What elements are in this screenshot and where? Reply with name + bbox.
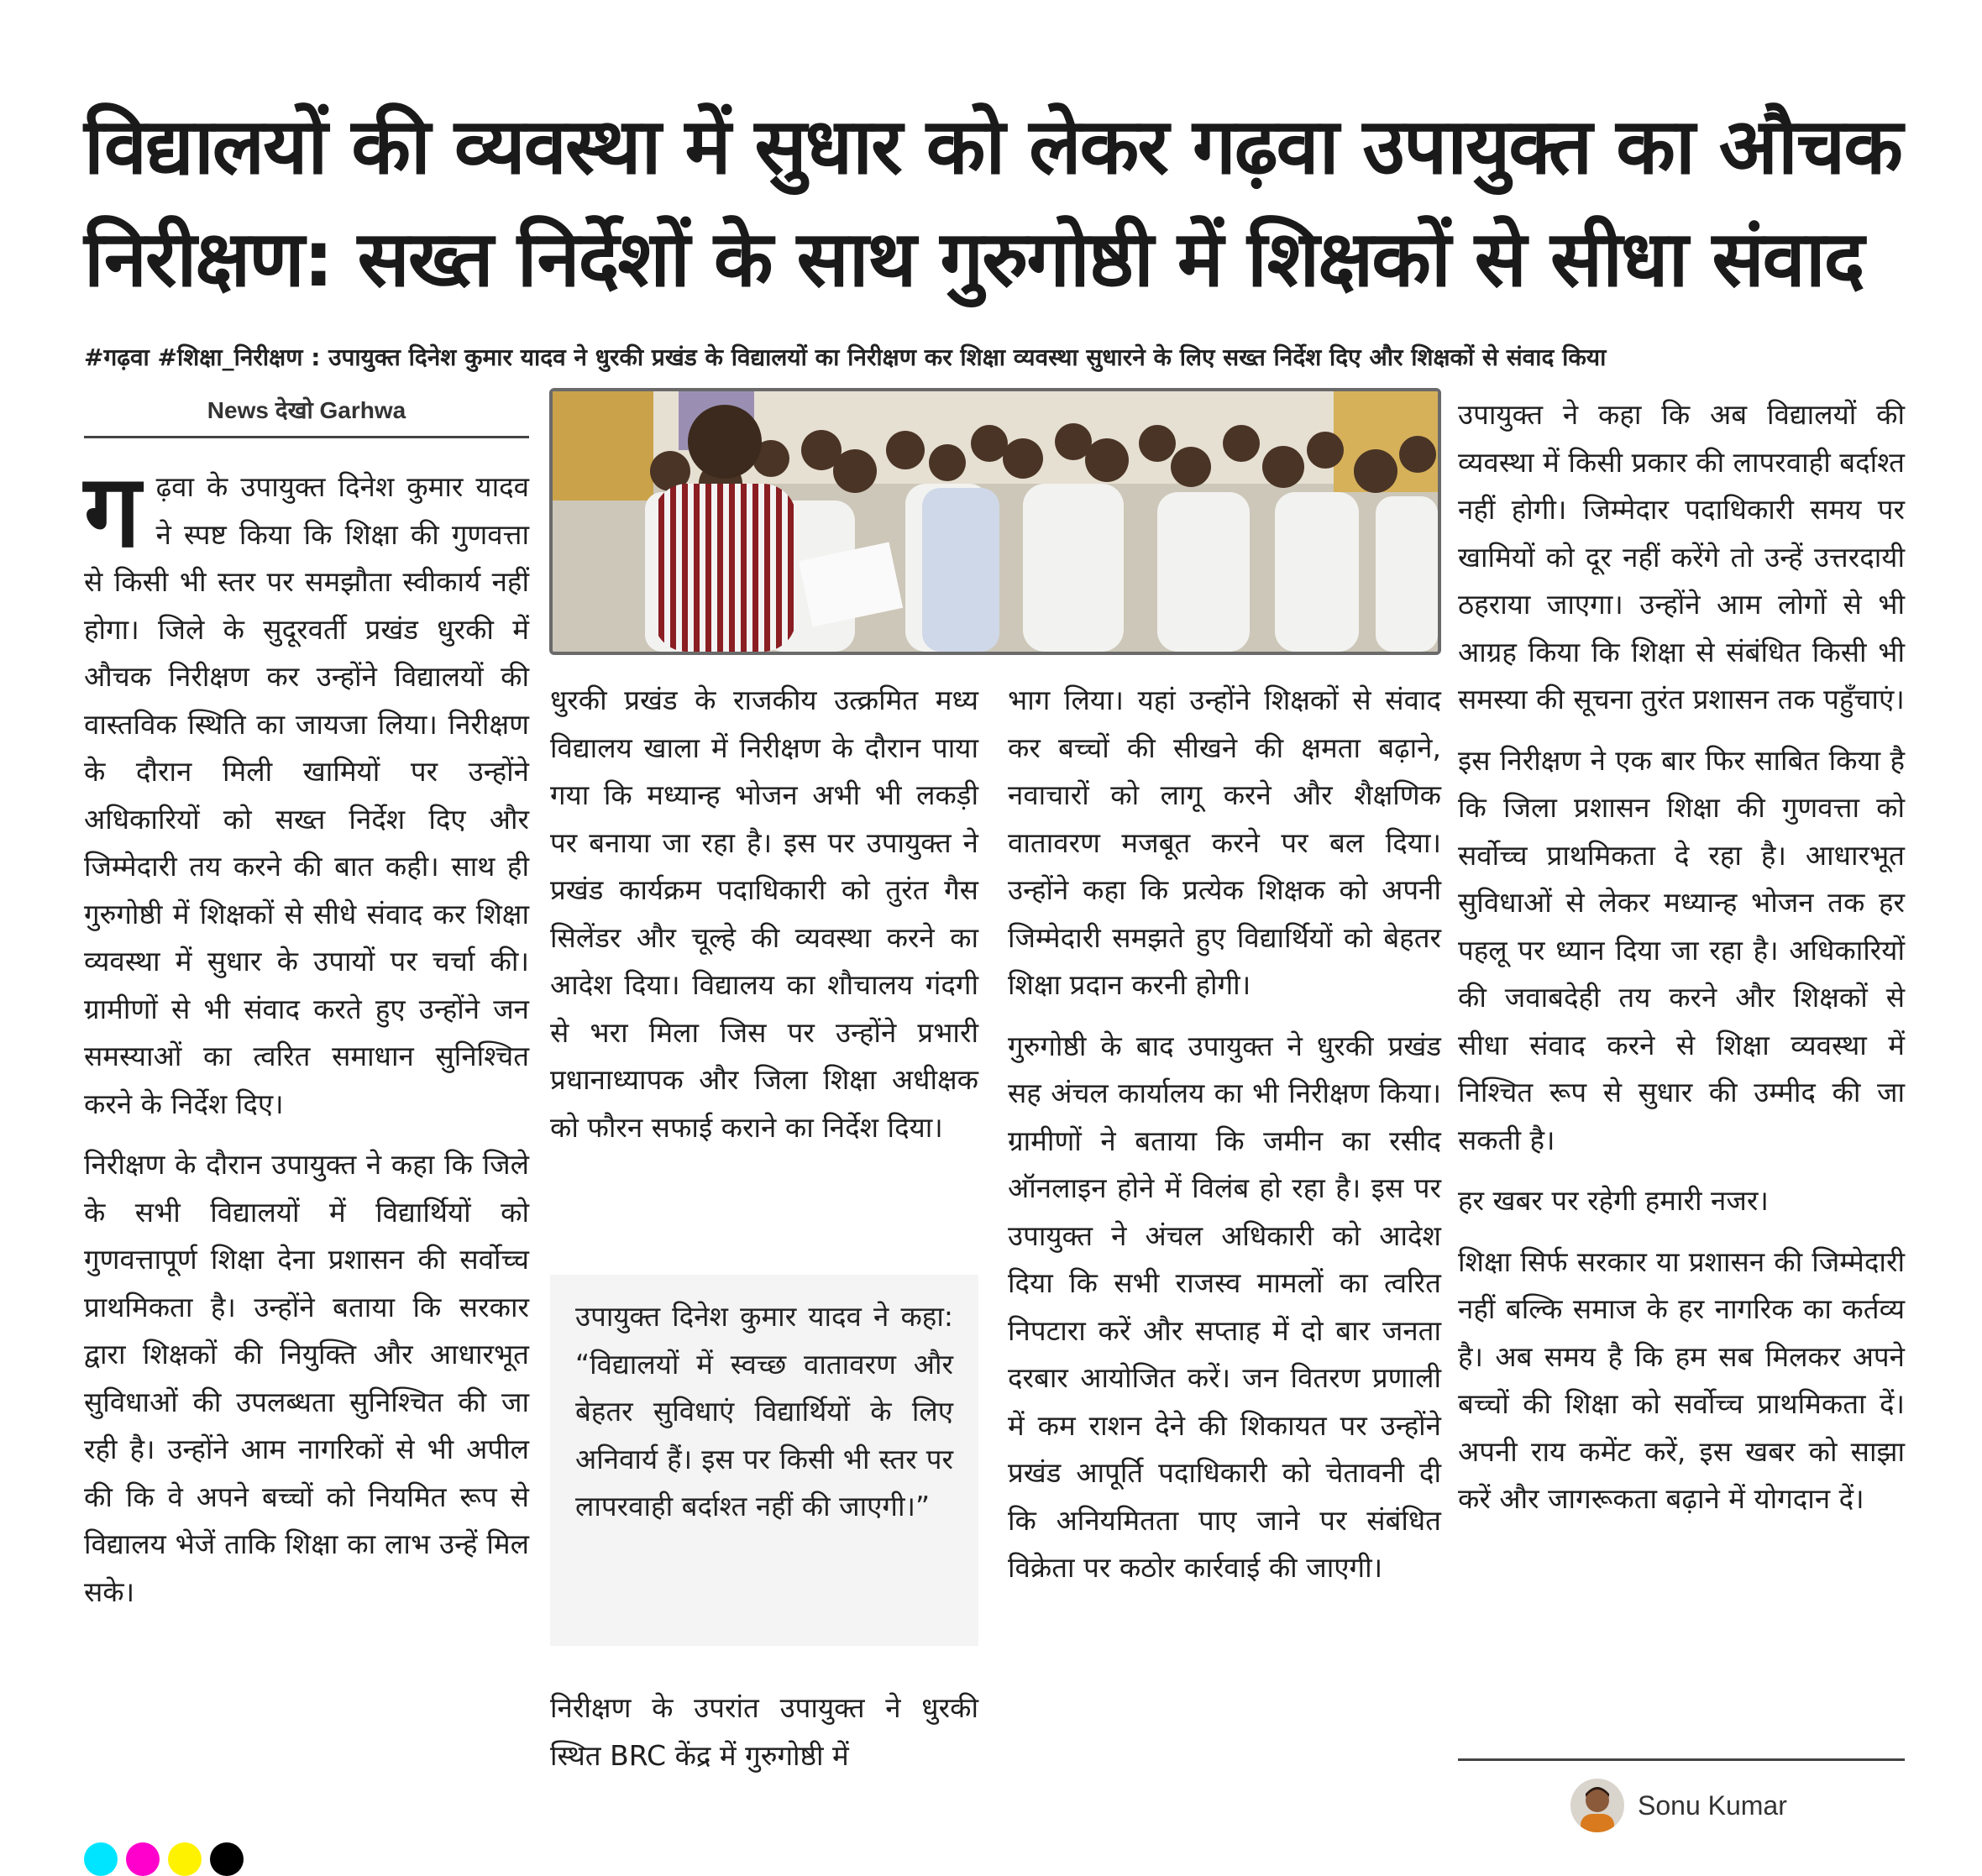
group-photo-illustration [553,391,1438,652]
registration-marks [84,1842,252,1876]
article-column-3 [1008,677,1441,1606]
headline [84,91,1915,316]
author-name: Sonu Kumar [1638,1790,1787,1821]
headline-line-1: विद्यालयों की व्यवस्था में सुधार को लेकर गढ़वा उपायुक्त का औचक [84,102,1901,191]
black-registration-dot [210,1842,244,1876]
yellow-registration-dot [168,1842,202,1876]
drop-cap: ग [84,453,141,570]
subheadline: #गढ़वा #शिक्षा_निरीक्षण : उपायुक्त दिनेश कुमार यादव ने धुरकी प्रखंड के विद्यालयों का निरीक्षण कर शिक्षा व्यवस्था सुधारने के लिए सख्त निर्देश दिए और शिक्षकों से संवाद किया [84,343,1607,371]
col3-paragraph-2: गुरुगोष्ठी के बाद उपायुक्त ने धुरकी प्रखंड सह अंचल कार्यालय का भी निरीक्षण किया। ग्रामीणों ने बताया कि जमीन का रसीद ऑनलाइन होने में विलंब हो रहा है। इस पर उपायुक्त ने अंचल अधिकारी को आदेश दिया कि सभी राजस्व मामलों का त्वरित निपटारा करें और सप्ताह में दो बार जनता दरबार आयोजित करें। जन वितरण प्रणाली में कम राशन देने की शिकायत पर उन्होंने प्रखंड आपूर्ति पदाधिकारी को चेतावनी दी कि अनियमितता पाए जाने पर संबंधित विक्रेता पर कठोर कार्रवाई की जाएगी। [1008,1029,1441,1584]
article-column-1 [84,453,529,1629]
col4-paragraph-3: हर खबर पर रहेगी हमारी नजर। [1458,1184,1769,1217]
col1-paragraph-1 [84,453,529,1128]
author-signature [1570,1775,1787,1836]
author-avatar-icon [1570,1779,1624,1832]
col3-paragraph-1: भाग लिया। यहां उन्होंने शिक्षकों से संवाद कर बच्चों की सीखने की क्षमता बढ़ाने, नवाचारों को लागू करने और शैक्षणिक वातावरण मजबूत करने पर बल दिया। उन्होंने कहा कि प्रत्येक शिक्षक को अपनी जिम्मेदारी समझते हुए विद्यार्थियों को बेहतर शिक्षा प्रदान करनी होगी। [1008,684,1441,1001]
author-rule [1458,1758,1905,1761]
article-column-2 [550,677,978,1165]
col4-paragraph-4: शिक्षा सिर्फ सरकार या प्रशासन की जिम्मेदारी नहीं बल्कि समाज के हर नागरिक का कर्तव्य है। अब समय है कि हम सब मिलकर अपने बच्चों की शिक्षा को सर्वोच्च प्राथमिकता दें। अपनी राय कमेंट करें, इस खबर को साझा करें और जागरूकता बढ़ाने में योगदान दें। [1458,1245,1905,1515]
col1-paragraph-2: निरीक्षण के दौरान उपायुक्त ने कहा कि जिले के सभी विद्यालयों में विद्यार्थियों को गुणवत्तापूर्ण शिक्षा देना प्रशासन की सर्वोच्च प्राथमिकता है। उन्होंने बताया कि सरकार द्वारा शिक्षकों की नियुक्ति और आधारभूत सुविधाओं की उपलब्धता सुनिश्चित की जा रही है। उन्होंने आम नागरिकों से भी अपील की कि वे अपने बच्चों को नियमित रूप से विद्यालय भेजें ताकि शिक्षा का लाभ उन्हें मिल सके। [84,1148,529,1608]
article-column-4 [1458,391,1905,1537]
avatar [1570,1779,1624,1832]
col1-paragraph-1-text: ढ़वा के उपायुक्त दिनेश कुमार यादव ने स्पष्ट किया कि शिक्षा की गुणवत्ता से किसी भी स्तर पर समझौता स्वीकार्य नहीं होगा। जिले के सुदूरवर्ती प्रखंड धुरकी में औचक निरीक्षण कर उन्होंने विद्यालयों की वास्तविक स्थिति का जायजा लिया। निरीक्षण के दौरान मिली खामियों पर उन्होंने अधिकारियों को सख्त निर्देश दिए और जिम्मेदारी तय करने की बात कही। साथ ही गुरुगोष्ठी में शिक्षकों से सीधे संवाद कर शिक्षा व्यवस्था में सुधार के उपायों पर चर्चा की। ग्रामीणों से भी संवाद करते हुए उन्होंने जन समस्याओं का त्वरित समाधान सुनिश्चित करने के निर्देश दिए। [84,470,529,1120]
pull-quote: उपायुक्त दिनेश कुमार यादव ने कहा: “विद्यालयों में स्वच्छ वातावरण और बेहतर सुविधाएं विद्यार्थियों के लिए अनिवार्य हैं। इस पर किसी भी स्तर पर लापरवाही बर्दाश्त नहीं की जाएगी।” [550,1275,978,1646]
byline-rule [84,436,529,438]
col2-paragraph-2: निरीक्षण के उपरांत उपायुक्त ने धुरकी स्थित BRC केंद्र में गुरुगोष्ठी में [550,1691,978,1772]
col4-paragraph-2: इस निरीक्षण ने एक बार फिर साबित किया है कि जिला प्रशासन शिक्षा की गुणवत्ता को सर्वोच्च प्राथमिकता दे रहा है। आधारभूत सुविधाओं से लेकर मध्यान्ह भोजन तक हर पहलू पर ध्यान दिया जा रहा है। अधिकारियों की जवाबदेही तय करने और शिक्षकों से सीधा संवाद करने से शिक्षा व्यवस्था में निश्चित रूप से सुधार की उम्मीद की जा सकती है। [1458,743,1905,1156]
article-photo [549,388,1441,655]
col4-paragraph-1: उपायुक्त ने कहा कि अब विद्यालयों की व्यवस्था में किसी प्रकार की लापरवाही बर्दाश्त नहीं होगी। जिम्मेदार पदाधिकारी समय पर खामियों को दूर नहीं करेंगे तो उन्हें उत्तरदायी ठहराया जाएगा। उन्होंने आम लोगों से भी आग्रह किया कि शिक्षा से संबंधित किसी भी समस्या की सूचना तुरंत प्रशासन तक पहुँचाएं। [1458,398,1905,715]
article-column-2-continued [550,1685,978,1793]
magenta-registration-dot [126,1842,160,1876]
byline: News देखो Garhwa [207,397,406,423]
headline-line-2: निरीक्षण: सख्त निर्देशों के साथ गुरुगोष्ठी में शिक्षकों से सीधा संवाद [84,214,1864,304]
cyan-registration-dot [84,1842,118,1876]
col2-paragraph-1: धुरकी प्रखंड के राजकीय उत्क्रमित मध्य विद्यालय खाला में निरीक्षण के दौरान पाया गया कि मध्यान्ह भोजन अभी भी लकड़ी पर बनाया जा रहा है। इस पर उपायुक्त ने प्रखंड कार्यक्रम पदाधिकारी को तुरंत गैस सिलेंडर और चूल्हे की व्यवस्था करने का आदेश दिया। विद्यालय का शौचालय गंदगी से भरा मिला जिस पर उन्होंने प्रभारी प्रधानाध्यापक और जिला शिक्षा अधीक्षक को फौरन सफाई कराने का निर्देश दिया। [550,684,978,1144]
